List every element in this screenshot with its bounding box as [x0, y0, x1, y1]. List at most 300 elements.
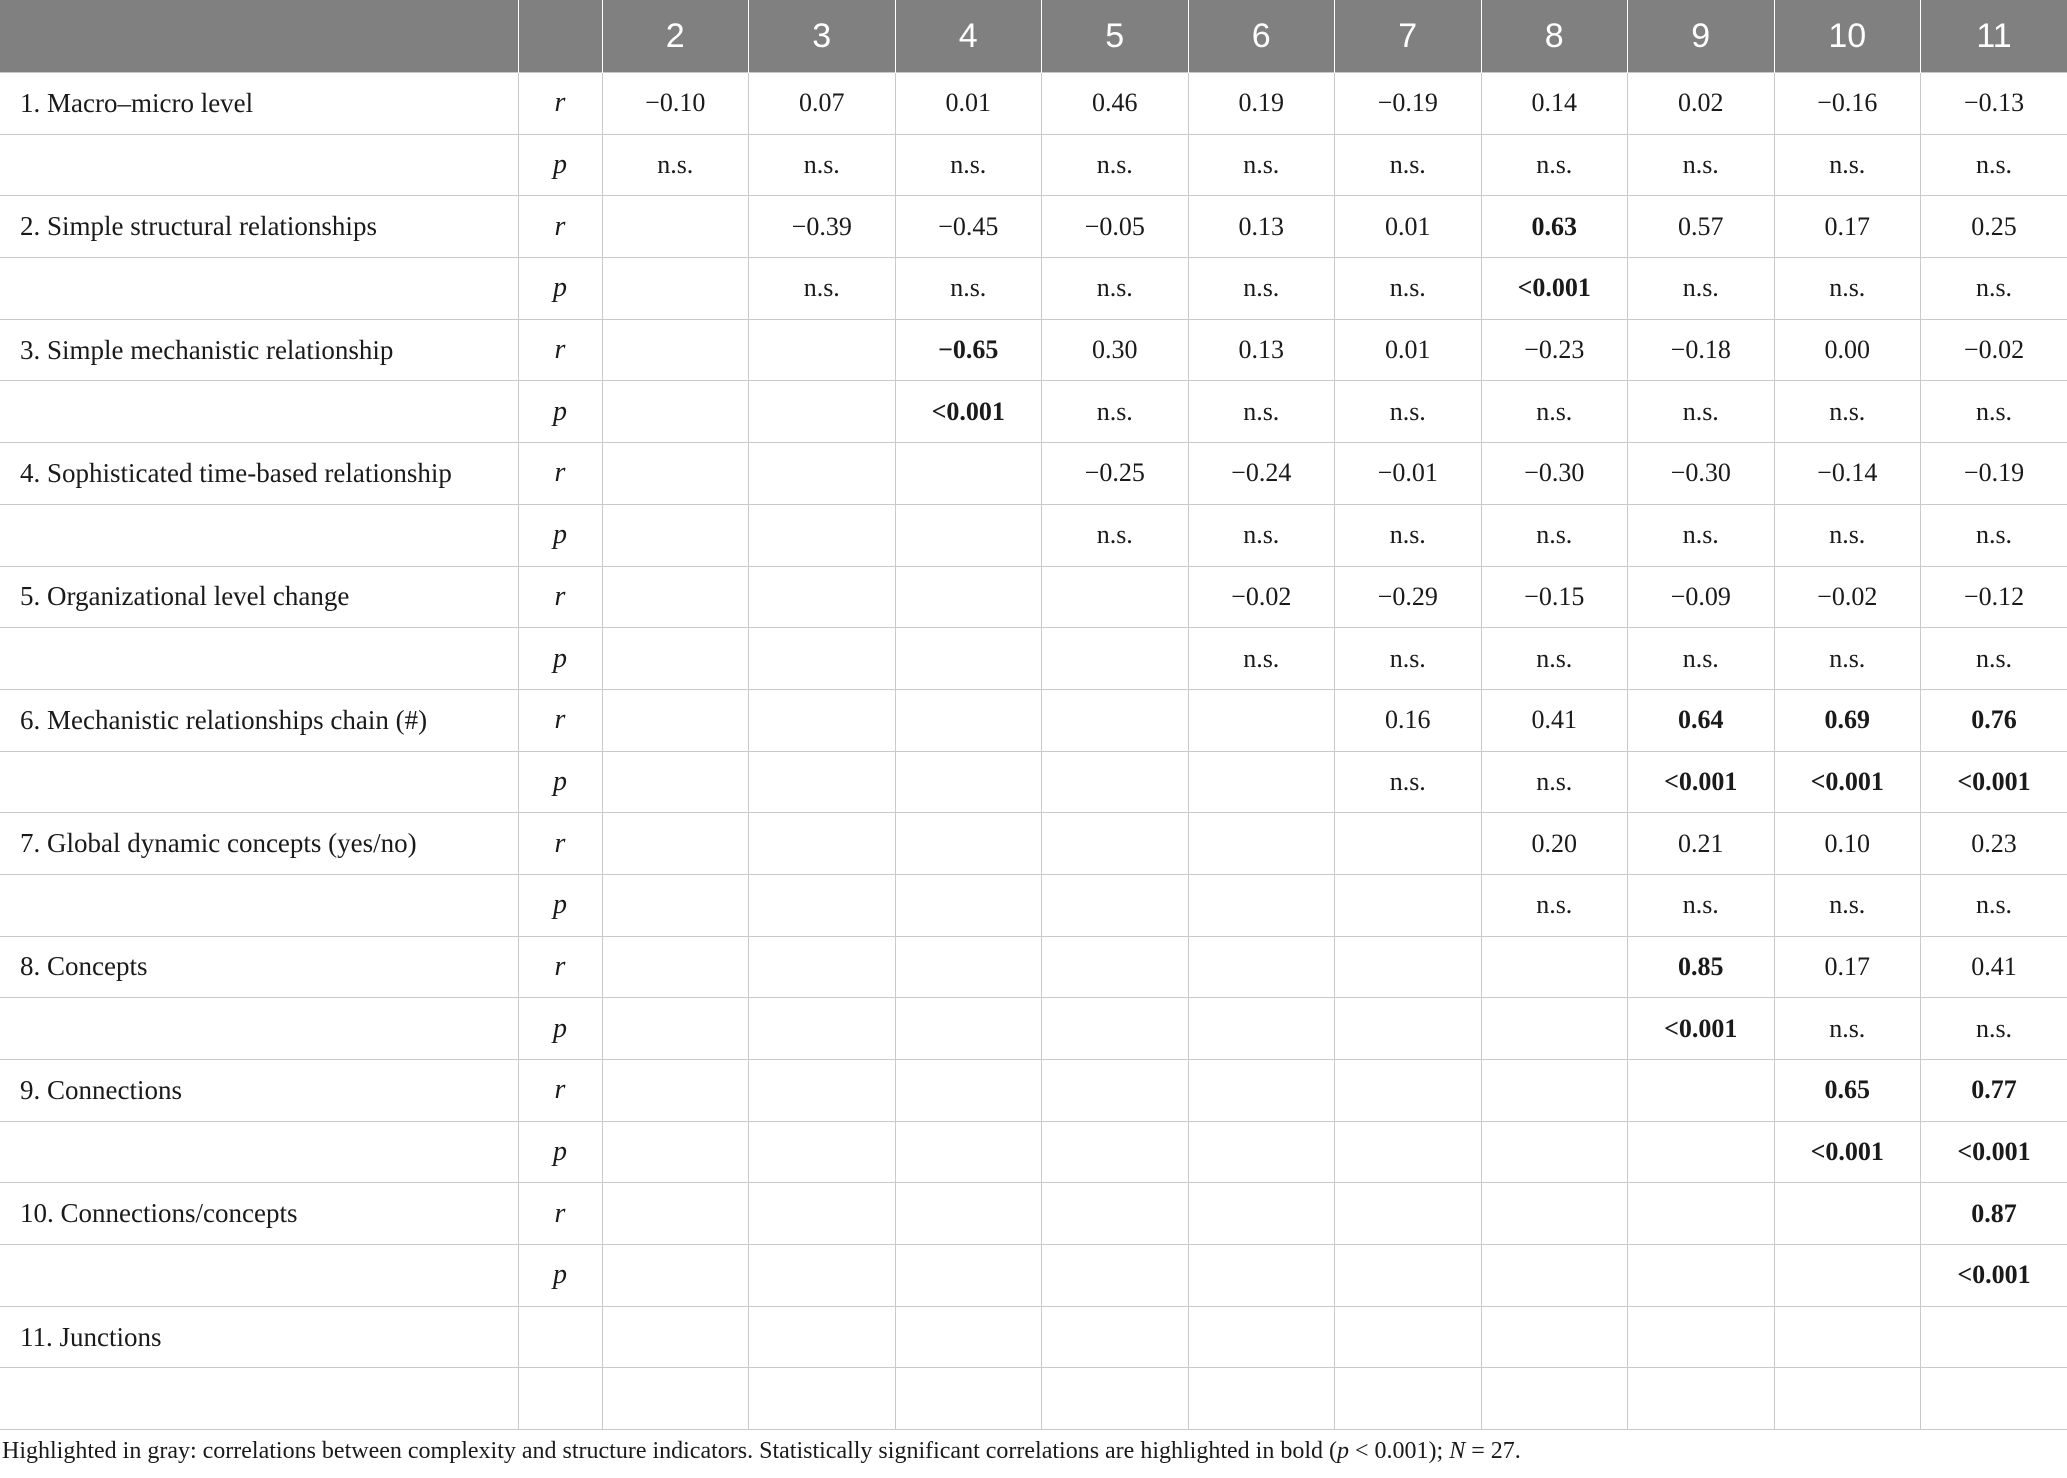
table-cell: 0.63	[1481, 196, 1628, 258]
table-row	[0, 1060, 2067, 1122]
statistic-symbol	[518, 1306, 602, 1368]
table-cell	[1335, 1121, 1482, 1183]
table-cell: 0.41	[1481, 689, 1628, 751]
table-cell: −0.19	[1335, 73, 1482, 135]
table-row	[0, 998, 2067, 1060]
column-header: 9	[1628, 0, 1775, 73]
table-cell: n.s.	[1481, 628, 1628, 690]
table-cell	[1188, 936, 1335, 998]
table-cell	[1921, 1306, 2067, 1368]
table-cell	[1042, 566, 1189, 628]
table-row	[0, 73, 2067, 135]
table-row	[0, 1368, 2067, 1430]
table-cell: n.s.	[1774, 504, 1921, 566]
table-cell	[602, 628, 749, 690]
table-cell: −0.24	[1188, 443, 1335, 505]
table-row	[0, 504, 2067, 566]
table-cell	[1481, 1306, 1628, 1368]
header-row	[0, 0, 2067, 73]
column-header: 7	[1335, 0, 1482, 73]
table-cell: 0.25	[1921, 196, 2067, 258]
table-cell	[1042, 1060, 1189, 1122]
table-cell: n.s.	[1774, 874, 1921, 936]
table-cell	[749, 1306, 896, 1368]
table-cell: <0.001	[1921, 1245, 2067, 1307]
table-row	[0, 134, 2067, 196]
table-cell	[602, 1060, 749, 1122]
table-cell: n.s.	[1774, 998, 1921, 1060]
table-cell	[1188, 751, 1335, 813]
table-cell	[602, 689, 749, 751]
table-cell	[602, 1183, 749, 1245]
table-cell	[1481, 1121, 1628, 1183]
statistic-symbol: p	[518, 134, 602, 196]
table-cell: 0.41	[1921, 936, 2067, 998]
table-body	[0, 73, 2067, 1430]
table-cell	[602, 813, 749, 875]
table-cell: n.s.	[1188, 381, 1335, 443]
column-header: 8	[1481, 0, 1628, 73]
table-cell: n.s.	[1628, 504, 1775, 566]
caption-text: < 0.001);	[1348, 1438, 1450, 1464]
table-cell	[1774, 1368, 1921, 1430]
table-cell: −0.23	[1481, 319, 1628, 381]
table-cell	[895, 628, 1042, 690]
table-cell	[895, 504, 1042, 566]
table-cell	[1042, 1121, 1189, 1183]
table-cell: 0.17	[1774, 936, 1921, 998]
table-cell	[1481, 1245, 1628, 1307]
column-header: 6	[1188, 0, 1335, 73]
table-cell: −0.05	[1042, 196, 1189, 258]
table-cell	[749, 874, 896, 936]
caption-text: Highlighted in gray: correlations between complexity and structure indicators. Statistically significant correlations are highlighted in bold (	[2, 1438, 1337, 1464]
table-cell	[1042, 1245, 1189, 1307]
table-cell	[1628, 1183, 1775, 1245]
table-cell	[1042, 628, 1189, 690]
table-row	[0, 443, 2067, 505]
table-cell: n.s.	[1628, 874, 1775, 936]
table-cell: 0.21	[1628, 813, 1775, 875]
table-cell	[1335, 998, 1482, 1060]
table-cell	[1335, 1183, 1482, 1245]
table-cell: 0.02	[1628, 73, 1775, 135]
table-row	[0, 874, 2067, 936]
table-cell: n.s.	[1335, 381, 1482, 443]
row-label	[0, 751, 518, 813]
table-cell	[1335, 813, 1482, 875]
table-cell	[1335, 1368, 1482, 1430]
table-cell	[1335, 1060, 1482, 1122]
row-label	[0, 874, 518, 936]
table-cell: n.s.	[1628, 134, 1775, 196]
table-cell	[749, 689, 896, 751]
table-cell	[602, 443, 749, 505]
statistic-symbol: p	[518, 751, 602, 813]
table-cell: n.s.	[749, 134, 896, 196]
row-label: 4. Sophisticated time-based relationship	[0, 443, 518, 505]
table-cell: 0.13	[1188, 196, 1335, 258]
table-cell	[1042, 751, 1189, 813]
table-cell: −0.45	[895, 196, 1042, 258]
table-cell: −0.65	[895, 319, 1042, 381]
table-cell: 0.46	[1042, 73, 1189, 135]
table-cell	[895, 1306, 1042, 1368]
table-cell: n.s.	[1628, 628, 1775, 690]
table-cell	[602, 1306, 749, 1368]
table-cell	[1188, 1183, 1335, 1245]
statistic-symbol: p	[518, 874, 602, 936]
table-cell	[1188, 874, 1335, 936]
table-cell	[895, 751, 1042, 813]
table-cell: n.s.	[1921, 381, 2067, 443]
row-label	[0, 1245, 518, 1307]
table-cell: −0.12	[1921, 566, 2067, 628]
table-cell	[1042, 998, 1189, 1060]
statistic-symbol: r	[518, 813, 602, 875]
table-row	[0, 689, 2067, 751]
table-cell	[1628, 1306, 1775, 1368]
table-cell	[1188, 1245, 1335, 1307]
statistic-symbol: r	[518, 566, 602, 628]
table-cell: n.s.	[1774, 134, 1921, 196]
table-cell	[602, 936, 749, 998]
table-row	[0, 566, 2067, 628]
table-cell	[749, 1121, 896, 1183]
table-cell: n.s.	[1335, 628, 1482, 690]
table-cell: n.s.	[1921, 134, 2067, 196]
table-cell: <0.001	[1921, 751, 2067, 813]
table-cell: −0.30	[1481, 443, 1628, 505]
statistic-symbol: p	[518, 1121, 602, 1183]
table-cell: n.s.	[1335, 258, 1482, 320]
header-blank-label	[0, 0, 518, 73]
table-cell	[1921, 1368, 2067, 1430]
table-cell	[602, 319, 749, 381]
statistic-symbol: r	[518, 319, 602, 381]
table-caption	[2, 1438, 1521, 1465]
table-cell: n.s.	[1774, 381, 1921, 443]
table-cell: −0.09	[1628, 566, 1775, 628]
table-cell: n.s.	[1921, 504, 2067, 566]
table-cell: n.s.	[1774, 628, 1921, 690]
statistic-symbol: p	[518, 258, 602, 320]
table-cell	[1042, 936, 1189, 998]
table-cell: n.s.	[1921, 998, 2067, 1060]
table-cell: <0.001	[895, 381, 1042, 443]
table-cell	[1481, 1060, 1628, 1122]
table-cell	[1628, 1245, 1775, 1307]
table-cell: n.s.	[1481, 134, 1628, 196]
table-cell	[602, 1368, 749, 1430]
table-cell	[895, 689, 1042, 751]
table-cell	[1188, 1368, 1335, 1430]
table-row	[0, 751, 2067, 813]
table-cell: 0.01	[1335, 319, 1482, 381]
header-blank-stat	[518, 0, 602, 73]
table-cell	[1628, 1368, 1775, 1430]
table-cell: −0.13	[1921, 73, 2067, 135]
table-cell: 0.76	[1921, 689, 2067, 751]
table-cell	[749, 936, 896, 998]
table-cell	[1481, 1368, 1628, 1430]
column-header: 11	[1921, 0, 2067, 73]
table-cell: −0.18	[1628, 319, 1775, 381]
table-cell	[1042, 1306, 1189, 1368]
table-cell	[895, 1060, 1042, 1122]
row-label	[0, 134, 518, 196]
table-cell	[602, 381, 749, 443]
table-cell: n.s.	[602, 134, 749, 196]
table-cell: −0.30	[1628, 443, 1775, 505]
table-row	[0, 258, 2067, 320]
row-label: 2. Simple structural relationships	[0, 196, 518, 258]
statistic-symbol: r	[518, 936, 602, 998]
table-cell	[749, 1183, 896, 1245]
table-row	[0, 936, 2067, 998]
table-cell: <0.001	[1628, 998, 1775, 1060]
table-cell: 0.57	[1628, 196, 1775, 258]
table-cell: n.s.	[895, 134, 1042, 196]
table-cell: −0.39	[749, 196, 896, 258]
table-cell	[1188, 1121, 1335, 1183]
row-label: 10. Connections/concepts	[0, 1183, 518, 1245]
table-cell	[749, 1368, 896, 1430]
table-row	[0, 1183, 2067, 1245]
table-cell: <0.001	[1774, 1121, 1921, 1183]
row-label	[0, 504, 518, 566]
table-cell: n.s.	[1481, 504, 1628, 566]
table-cell: −0.02	[1188, 566, 1335, 628]
table-cell: 0.65	[1774, 1060, 1921, 1122]
table-cell	[1335, 1245, 1482, 1307]
table-cell	[1188, 813, 1335, 875]
table-cell	[895, 1121, 1042, 1183]
table-cell: 0.64	[1628, 689, 1775, 751]
table-cell: 0.16	[1335, 689, 1482, 751]
column-header: 3	[749, 0, 896, 73]
table-cell: 0.10	[1774, 813, 1921, 875]
statistic-symbol: p	[518, 504, 602, 566]
table-cell	[895, 1183, 1042, 1245]
table-row	[0, 319, 2067, 381]
table-cell: −0.02	[1774, 566, 1921, 628]
table-cell: n.s.	[749, 258, 896, 320]
table-cell	[895, 998, 1042, 1060]
table-cell	[749, 319, 896, 381]
table-cell	[895, 874, 1042, 936]
table-cell	[749, 443, 896, 505]
table-cell: <0.001	[1481, 258, 1628, 320]
statistic-symbol: r	[518, 443, 602, 505]
table-cell: 0.01	[1335, 196, 1482, 258]
table-cell	[1042, 874, 1189, 936]
table-cell: −0.25	[1042, 443, 1189, 505]
table-cell	[895, 443, 1042, 505]
table-cell	[895, 566, 1042, 628]
table-cell	[1042, 689, 1189, 751]
table-cell	[1042, 1368, 1189, 1430]
table-cell: n.s.	[1188, 628, 1335, 690]
column-header: 10	[1774, 0, 1921, 73]
table-cell	[1188, 998, 1335, 1060]
row-label: 6. Mechanistic relationships chain (#)	[0, 689, 518, 751]
table-cell	[602, 504, 749, 566]
table-cell	[1774, 1183, 1921, 1245]
table-cell: <0.001	[1921, 1121, 2067, 1183]
table-cell: 0.30	[1042, 319, 1189, 381]
statistic-symbol: r	[518, 73, 602, 135]
table-cell: n.s.	[1481, 381, 1628, 443]
table-cell: n.s.	[1481, 751, 1628, 813]
table-header	[0, 0, 2067, 73]
caption-text: = 27.	[1465, 1438, 1521, 1464]
table-cell: 0.69	[1774, 689, 1921, 751]
table-cell	[1335, 874, 1482, 936]
table-cell: n.s.	[1481, 874, 1628, 936]
caption-p-symbol: p	[1336, 1438, 1349, 1464]
row-label: 7. Global dynamic concepts (yes/no)	[0, 813, 518, 875]
table-cell: n.s.	[1335, 504, 1482, 566]
table-cell: n.s.	[1042, 258, 1189, 320]
table-cell	[602, 751, 749, 813]
table-cell: n.s.	[1042, 504, 1189, 566]
table-cell: 0.85	[1628, 936, 1775, 998]
table-cell	[749, 628, 896, 690]
table-cell: n.s.	[1188, 258, 1335, 320]
table-cell: 0.20	[1481, 813, 1628, 875]
table-cell: n.s.	[1188, 134, 1335, 196]
table-cell: n.s.	[1335, 134, 1482, 196]
table-cell: 0.19	[1188, 73, 1335, 135]
table-cell: 0.00	[1774, 319, 1921, 381]
table-cell	[1335, 1306, 1482, 1368]
table-cell: n.s.	[1774, 258, 1921, 320]
table-cell	[895, 813, 1042, 875]
statistic-symbol	[518, 1368, 602, 1430]
table-row	[0, 1121, 2067, 1183]
table-cell: 0.13	[1188, 319, 1335, 381]
table-cell	[1774, 1245, 1921, 1307]
table-cell	[749, 813, 896, 875]
table-cell: −0.29	[1335, 566, 1482, 628]
table-cell	[749, 1245, 896, 1307]
table-cell	[1188, 1306, 1335, 1368]
statistic-symbol: p	[518, 1245, 602, 1307]
table-cell: 0.77	[1921, 1060, 2067, 1122]
table-cell	[1188, 1060, 1335, 1122]
row-label: 8. Concepts	[0, 936, 518, 998]
table-cell	[602, 998, 749, 1060]
statistic-symbol: p	[518, 998, 602, 1060]
table-row	[0, 196, 2067, 258]
table-cell	[602, 566, 749, 628]
table-cell: 0.17	[1774, 196, 1921, 258]
table-cell	[749, 998, 896, 1060]
table-cell	[749, 751, 896, 813]
table-cell: −0.19	[1921, 443, 2067, 505]
table-cell: n.s.	[895, 258, 1042, 320]
table-cell	[1481, 936, 1628, 998]
table-cell: n.s.	[1042, 381, 1189, 443]
table-cell: 0.87	[1921, 1183, 2067, 1245]
table-cell	[1774, 1306, 1921, 1368]
table-cell: 0.14	[1481, 73, 1628, 135]
table-row	[0, 381, 2067, 443]
table-cell	[895, 936, 1042, 998]
table-cell: <0.001	[1774, 751, 1921, 813]
table-cell: −0.15	[1481, 566, 1628, 628]
table-cell	[1628, 1121, 1775, 1183]
column-header: 2	[602, 0, 749, 73]
row-label	[0, 1368, 518, 1430]
row-label: 1. Macro–micro level	[0, 73, 518, 135]
statistic-symbol: r	[518, 196, 602, 258]
caption-n-symbol: N	[1449, 1438, 1466, 1464]
table-cell: <0.001	[1628, 751, 1775, 813]
statistic-symbol: r	[518, 1183, 602, 1245]
table-cell: n.s.	[1921, 258, 2067, 320]
row-label	[0, 1121, 518, 1183]
statistic-symbol: r	[518, 1060, 602, 1122]
table-cell: n.s.	[1628, 258, 1775, 320]
table-cell	[1188, 689, 1335, 751]
statistic-symbol: r	[518, 689, 602, 751]
table-cell	[749, 381, 896, 443]
table-cell: −0.14	[1774, 443, 1921, 505]
table-cell	[1042, 1183, 1189, 1245]
table-cell	[1481, 998, 1628, 1060]
table-cell	[1628, 1060, 1775, 1122]
column-header: 4	[895, 0, 1042, 73]
table-cell: −0.10	[602, 73, 749, 135]
table-cell: n.s.	[1335, 751, 1482, 813]
table-cell	[749, 566, 896, 628]
table-cell: n.s.	[1042, 134, 1189, 196]
table-cell	[895, 1368, 1042, 1430]
table-cell	[1481, 1183, 1628, 1245]
table-cell	[602, 1121, 749, 1183]
table-cell	[749, 504, 896, 566]
column-header: 5	[1042, 0, 1189, 73]
table-cell	[895, 1245, 1042, 1307]
table-cell: −0.16	[1774, 73, 1921, 135]
table-cell	[602, 196, 749, 258]
statistic-symbol: p	[518, 381, 602, 443]
table-cell	[1042, 813, 1189, 875]
table-cell: 0.07	[749, 73, 896, 135]
table-cell: 0.01	[895, 73, 1042, 135]
table-cell: −0.02	[1921, 319, 2067, 381]
table-cell	[602, 258, 749, 320]
table-row	[0, 1306, 2067, 1368]
row-label	[0, 998, 518, 1060]
table-cell: n.s.	[1921, 628, 2067, 690]
row-label	[0, 258, 518, 320]
row-label: 9. Connections	[0, 1060, 518, 1122]
row-label	[0, 628, 518, 690]
table-cell: n.s.	[1188, 504, 1335, 566]
table-cell	[749, 1060, 896, 1122]
table-cell	[1335, 936, 1482, 998]
row-label: 3. Simple mechanistic relationship	[0, 319, 518, 381]
row-label	[0, 381, 518, 443]
table-cell: n.s.	[1628, 381, 1775, 443]
statistic-symbol: p	[518, 628, 602, 690]
table-cell: −0.01	[1335, 443, 1482, 505]
table-cell	[602, 874, 749, 936]
table-cell	[602, 1245, 749, 1307]
